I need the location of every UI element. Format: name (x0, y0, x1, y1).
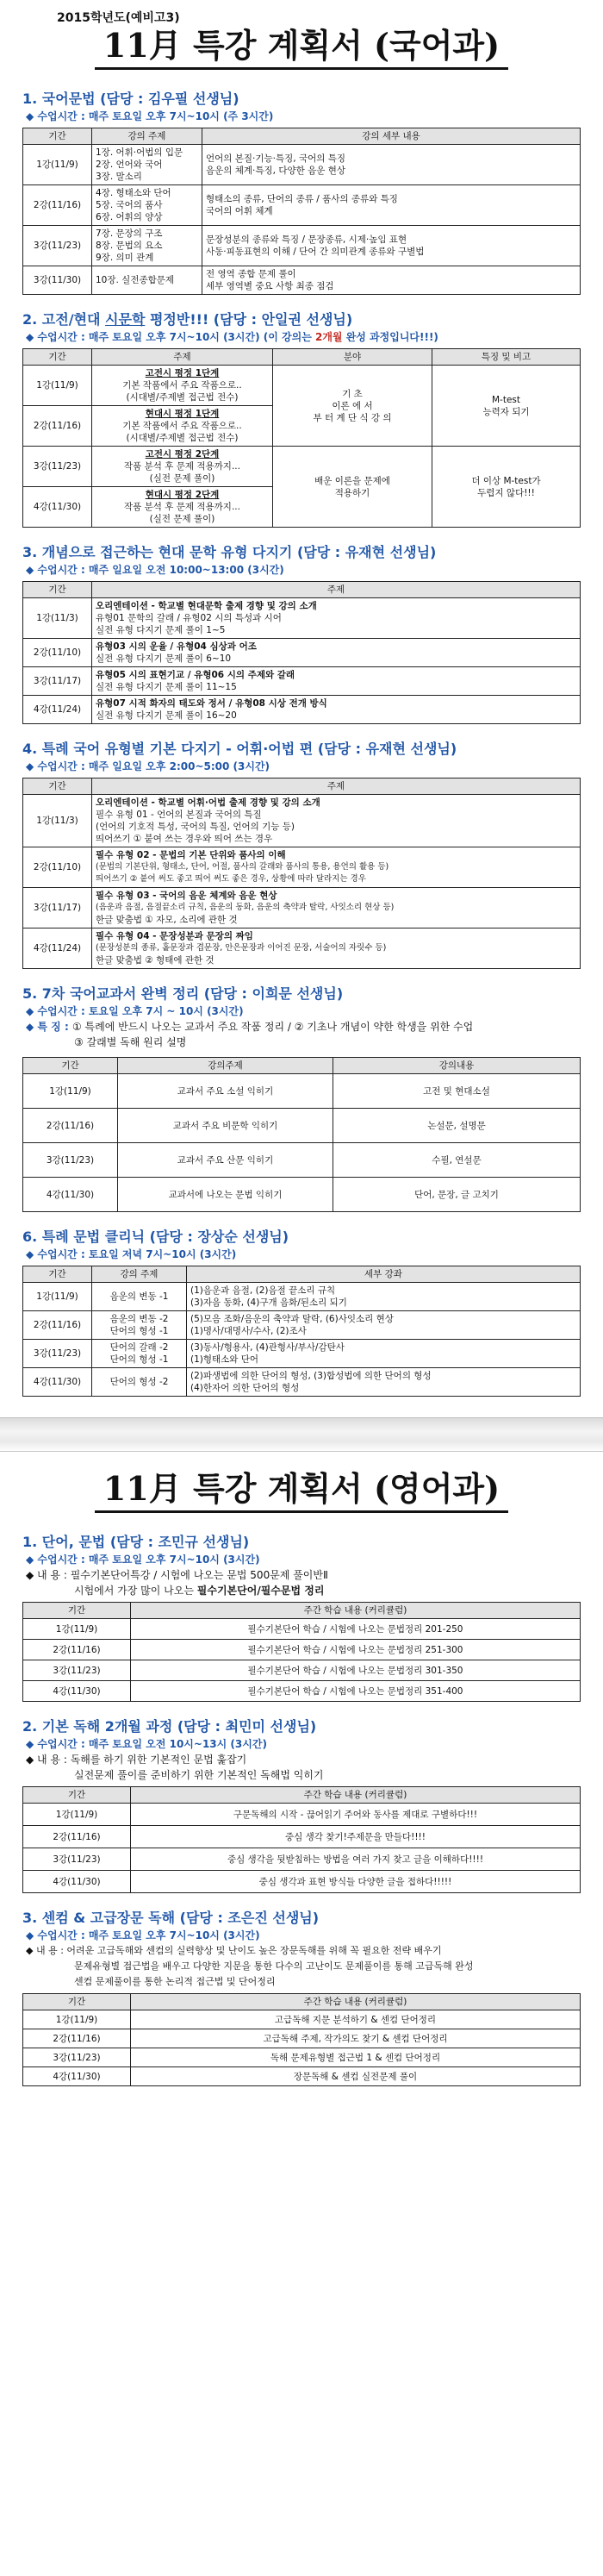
content-cell: 필수기본단어 학습 / 시험에 나오는 문법정리 251-300 (131, 1640, 581, 1660)
header-topic: 주제 (92, 582, 581, 598)
english-section-basic-reading (22, 1717, 581, 1893)
header-detail: 세부 강좌 (187, 1266, 581, 1283)
table-row (23, 1340, 581, 1368)
schedule-table (22, 1266, 581, 1397)
period-cell: 4강(11/24) (23, 928, 92, 969)
topic-cell: 1장. 어휘·어법의 입문 2장. 언어와 국어 3장. 말소리 (92, 145, 202, 185)
header-period: 기간 (23, 1994, 131, 2010)
period-cell: 1강(11/9) (23, 366, 92, 406)
table-row (23, 795, 581, 847)
table-row (23, 639, 581, 667)
features-continued: ③ 갈래별 독해 원리 설명 (74, 1036, 187, 1048)
period-cell: 4강(11/30) (23, 1681, 131, 1702)
header-topic: 강의주제 (118, 1058, 333, 1074)
class-time: ◆ 수업시간 : 매주 토요일 오후 7시~10시 (3시간) (26, 1929, 260, 1941)
content-cell: 고급독해 지문 분석하기 & 센컴 단어정리 (131, 2010, 581, 2029)
table-header-row (23, 582, 581, 598)
table-row (23, 266, 581, 295)
note-cell: 더 이상 M-test가 두렵지 않다!!! (432, 447, 581, 528)
content-cell: 중심 생각 찾기!주제문을 만들다!!!! (131, 1826, 581, 1848)
table-header-row (23, 778, 581, 795)
header-topic: 강의 주제 (92, 128, 202, 145)
period-cell: 1강(11/9) (23, 1074, 118, 1109)
korean-section-textbook (22, 985, 581, 1212)
field-cell: 배운 이론을 문제에 적용하기 (273, 447, 432, 528)
topic-cell: 교과서 주요 소설 익히기 (118, 1074, 333, 1109)
header-period: 기간 (23, 1266, 92, 1283)
section-title: 3. 센컴 & 고급장문 독해 (담당 : 조은진 선생님) (22, 1910, 320, 1926)
content-cell: 중심 생각을 뒷받침하는 방법을 여러 가지 찾고 글을 이해하다!!!! (131, 1848, 581, 1871)
table-header-row (23, 128, 581, 145)
korean-section-poetry (22, 310, 581, 528)
class-time: ◆ 수업시간 : 매주 토요일 오후 7시~10시 (3시간) (이 강의는 2개월 완성 과정입니다!!!) (26, 331, 438, 343)
class-time: ◆ 수업시간 : 매주 토요일 오후 7시~10시 (주 3시간) (26, 110, 274, 122)
content-cell: 중심 생각과 표현 방식들 다양한 글을 접하다!!!!! (131, 1871, 581, 1893)
table-row (23, 1681, 581, 1702)
table-header-row (23, 1994, 581, 2010)
content-line: ◆ 내 용 : 어려운 고급독해와 센컴의 실력향상 및 난이도 높은 장문독해를 위해 꼭 필요한 전략 배우기 (26, 1945, 442, 1956)
period-cell: 1강(11/3) (23, 795, 92, 847)
content-cell: 필수기본단어 학습 / 시험에 나오는 문법정리 201-250 (131, 1619, 581, 1640)
table-header-row (23, 1266, 581, 1283)
topic-cell: 현대시 평정 2단계 작품 분석 후 문제 적용까지... (실전 문제 풀이) (92, 487, 273, 528)
period-cell: 4강(11/30) (23, 2067, 131, 2086)
detail-cell: 언어의 본질·기능·특징, 국어의 특징 음운의 체계·특징, 다양한 음운 현상 (202, 145, 581, 185)
topic-cell: 교과서에 나오는 문법 익히기 (118, 1178, 333, 1212)
period-cell: 1강(11/9) (23, 145, 92, 185)
header-period: 기간 (23, 1603, 131, 1619)
period-cell: 1강(11/9) (23, 1804, 131, 1826)
english-plan-title: 11月 특강 계획서 (영어과) (95, 1467, 508, 1513)
korean-section-modern-literature (22, 543, 581, 724)
topic-cell: 4장. 형태소와 단어 5장. 국어의 품사 6장. 어휘의 양상 (92, 185, 202, 226)
header-topic: 주제 (92, 349, 273, 366)
section-title: 4. 특례 국어 유형별 기본 다지기 - 어휘·어법 편 (담당 : 유재현 선생님) (22, 741, 457, 757)
period-cell: 3강(11/23) (23, 226, 92, 266)
section-title: 2. 기본 독해 2개월 과정 (담당 : 최민미 선생님) (22, 1718, 317, 1735)
table-row (23, 366, 581, 406)
period-cell: 2강(11/16) (23, 1640, 131, 1660)
topic-cell: 음운의 변동 -2 단어의 형성 -1 (92, 1311, 187, 1340)
korean-plan-title: 11月 특강 계획서 (국어과) (95, 24, 508, 70)
header-period: 기간 (23, 1787, 131, 1804)
period-cell: 4강(11/30) (23, 1871, 131, 1893)
period-cell: 4강(11/30) (23, 487, 92, 528)
class-time: ◆ 수업시간 : 매주 토요일 오후 7시~10시 (3시간) (26, 1554, 260, 1566)
schedule-table (22, 778, 581, 969)
table-row (23, 1619, 581, 1640)
header-period: 기간 (23, 582, 92, 598)
table-header-row (23, 349, 581, 366)
detail-cell: 문장성분의 종류와 특징 / 문장종류, 시제·높임 표현 사동·피동표현의 이해 / 단어 간 의미관계 종류와 구별법 (202, 226, 581, 266)
topic-cell: 고전시 평정 1단계 기본 작품에서 주요 작품으로.. (시대별/주제별 접근법 전수) (92, 366, 273, 406)
section-title: 5. 7차 국어교과서 완벽 정리 (담당 : 이희문 선생님) (22, 985, 344, 1002)
header-period: 기간 (23, 349, 92, 366)
header-topic: 강의 주제 (92, 1266, 187, 1283)
period-cell: 1강(11/9) (23, 1283, 92, 1311)
topic-cell: 유형05 시의 표현기교 / 유형06 시의 주제와 갈래 실전 유형 다지기 문제 풀이 11~15 (92, 667, 581, 696)
period-cell: 2강(11/10) (23, 639, 92, 667)
topic-cell: 고전시 평정 2단계 작품 분석 후 문제 적용까지... (실전 문제 풀이) (92, 447, 273, 487)
content-line: 시험에서 가장 많이 나오는 필수기본단어/필수문법 정리 (74, 1585, 325, 1597)
class-time: ◆ 수업시간 : 매주 일요일 오전 10:00~13:00 (3시간) (26, 564, 284, 576)
section-title: 3. 개념으로 접근하는 현대 문학 유형 다지기 (담당 : 유재현 선생님) (22, 544, 437, 560)
section-title: 1. 단어, 문법 (담당 : 조민규 선생님) (22, 1534, 250, 1550)
header-content: 강의내용 (333, 1058, 581, 1074)
topic-cell: 필수 유형 02 - 문법의 기본 단위와 품사의 이해 (문법의 기본단위, 형태소, 단어, 어절, 품사의 갈래와 품사의 통용, 용언의 활용 등) 띄어쓰기 ② 붙여 써도 좋고 띄어 써도 좋은 경우, 상황에 따라 달라지는 경우 (92, 847, 581, 888)
table-header-row (23, 1787, 581, 1804)
topic-cell: 7장. 문장의 구조 8장. 문법의 요소 9장. 의미 관계 (92, 226, 202, 266)
topic-cell: 10장. 실전종합문제 (92, 266, 202, 295)
detail-cell: (1)음운과 음절, (2)음절 끝소리 규칙 (3)자음 동화, (4)구개 음화/된소리 되기 (187, 1283, 581, 1311)
detail-cell: (2)파생법에 의한 단어의 형성, (3)합성법에 의한 단어의 형성 (4)한자어 의한 단어의 형성 (187, 1368, 581, 1397)
detail-cell: 형태소의 종류, 단어의 종류 / 품사의 종류와 특징 국어의 어휘 체계 (202, 185, 581, 226)
table-row (23, 1143, 581, 1178)
table-row (23, 185, 581, 226)
table-row (23, 928, 581, 969)
header-content: 주간 학습 내용 (커리큘럼) (131, 1787, 581, 1804)
content-cell: 단어, 문장, 글 고치기 (333, 1178, 581, 1212)
section-title: 6. 특례 문법 클리닉 (담당 : 장상순 선생님) (22, 1229, 289, 1245)
detail-cell: (5)모음 조화/음운의 축약과 탈락, (6)사잇소리 현상 (1)명사/대명사/수사, (2)조사 (187, 1311, 581, 1340)
topic-cell: 오리엔테이션 - 학교별 어휘·어법 출제 경향 및 강의 소개 필수 유형 01 - 언어의 본질과 국어의 특질 (언어의 기호적 특성, 국어의 특질, 언어의 기능 등) 띄어쓰기 ① 붙여 쓰는 경우와 띄어 쓰는 경우 (92, 795, 581, 847)
content-cell: 장문독해 & 센컴 실전문제 풀이 (131, 2067, 581, 2086)
table-row (23, 2010, 581, 2029)
detail-cell: (3)동사/형용사, (4)관형사/부사/감탄사 (1)형태소와 단어 (187, 1340, 581, 1368)
header-period: 기간 (23, 128, 92, 145)
page-divider (0, 1417, 603, 1452)
period-cell: 4강(11/30) (23, 1368, 92, 1397)
period-cell: 2강(11/16) (23, 2029, 131, 2048)
period-cell: 3강(11/23) (23, 2048, 131, 2067)
period-cell: 2강(11/16) (23, 185, 92, 226)
table-row (23, 1871, 581, 1893)
topic-cell: 음운의 변동 -1 (92, 1283, 187, 1311)
period-cell: 3강(11/30) (23, 266, 92, 295)
topic-cell: 단어의 갈래 -2 단어의 형성 -1 (92, 1340, 187, 1368)
class-time: ◆ 수업시간 : 토요일 오후 7시 ~ 10시 (3시간) (26, 1005, 244, 1017)
features: ◆ 특 징 : ① 특례에 반드시 나오는 교과서 주요 작품 정리 / ② 기초나 개념이 약한 학생을 위한 수업 (26, 1021, 474, 1033)
header-note: 특징 및 비고 (432, 349, 581, 366)
table-row (23, 1074, 581, 1109)
table-row (23, 1178, 581, 1212)
table-row (23, 226, 581, 266)
header-field: 분야 (273, 349, 432, 366)
table-row (23, 2067, 581, 2086)
period-cell: 2강(11/10) (23, 847, 92, 888)
section-title: 1. 국어문법 (담당 : 김우필 선생님) (22, 91, 239, 107)
table-row (23, 696, 581, 724)
class-time: ◆ 수업시간 : 매주 일요일 오후 2:00~5:00 (3시간) (26, 760, 270, 772)
table-row (23, 667, 581, 696)
table-row (23, 598, 581, 639)
schedule-table (22, 1057, 581, 1212)
topic-cell: 현대시 평정 1단계 기본 작품에서 주요 작품으로.. (시대별/주제별 접근법 전수) (92, 406, 273, 447)
topic-cell: 오리엔테이션 - 학교별 현대문학 출제 경향 및 강의 소개 유형01 문학의 갈래 / 유형02 시의 특성과 시어 실전 유형 다지기 문제 풀이 1~5 (92, 598, 581, 639)
period-cell: 4강(11/24) (23, 696, 92, 724)
content-cell: 수필, 연설문 (333, 1143, 581, 1178)
table-row (23, 145, 581, 185)
period-cell: 2강(11/16) (23, 1826, 131, 1848)
schedule-table (22, 1993, 581, 2086)
header-content: 주간 학습 내용 (커리큘럼) (131, 1994, 581, 2010)
content-cell: 필수기본단어 학습 / 시험에 나오는 문법정리 351-400 (131, 1681, 581, 1702)
period-cell: 2강(11/16) (23, 406, 92, 447)
period-cell: 3강(11/23) (23, 1143, 118, 1178)
period-cell: 1강(11/9) (23, 2010, 131, 2029)
table-row (23, 1311, 581, 1340)
table-header-row (23, 1058, 581, 1074)
period-cell: 2강(11/16) (23, 1109, 118, 1143)
table-row (23, 1640, 581, 1660)
topic-cell: 유형03 시의 운율 / 유형04 심상과 어조 실전 유형 다지기 문제 풀이 6~10 (92, 639, 581, 667)
schedule-table (22, 581, 581, 724)
table-header-row (23, 1603, 581, 1619)
content-line: 실전문제 풀이를 준비하기 위한 기본적인 독해법 익히기 (74, 1769, 324, 1781)
schedule-table (22, 1786, 581, 1893)
section-title: 2. 고전/현대 시문학 평정반!!! (담당 : 안일권 선생님) (22, 311, 353, 328)
period-cell: 3강(11/23) (23, 1660, 131, 1681)
content-cell: 구문독해의 시작 - 끊어읽기 주어와 동사를 제대로 구별하다!!! (131, 1804, 581, 1826)
period-cell: 3강(11/23) (23, 1340, 92, 1368)
note-cell: M-test 능력자 되기 (432, 366, 581, 447)
table-row (23, 2048, 581, 2067)
content-cell: 고급독해 주제, 작가의도 찾기 & 센컴 단어정리 (131, 2029, 581, 2048)
period-cell: 3강(11/17) (23, 667, 92, 696)
table-row (23, 1848, 581, 1871)
period-cell: 3강(11/23) (23, 447, 92, 487)
topic-cell: 필수 유형 04 - 문장성분과 문장의 짜임 (문장성분의 종류, 홑문장과 겹문장, 안은문장과 이어진 문장, 서술어의 자릿수 등) 한글 맞춤법 ② 형태에 관한 것 (92, 928, 581, 969)
topic-cell: 교과서 주요 비문학 익히기 (118, 1109, 333, 1143)
field-cell: 기 초 이론 에 서 부 터 계 단 식 강 의 (273, 366, 432, 447)
content-line: ◆ 내 용 : 필수기본단어특강 / 시험에 나오는 문법 500문제 풀이반Ⅱ (26, 1569, 328, 1581)
schedule-table (22, 1602, 581, 1702)
schedule-table (22, 348, 581, 528)
detail-cell: 전 영역 종합 문제 풀이 세부 영역별 중요 사항 최종 점검 (202, 266, 581, 295)
content-cell: 필수기본단어 학습 / 시험에 나오는 문법정리 301-350 (131, 1660, 581, 1681)
content-line: 센컴 문제풀이를 통한 논리적 접근법 및 단어정리 (74, 1976, 276, 1987)
content-line: 문제유형별 접근법을 배우고 다양한 지문을 통한 다수의 고난이도 문제풀이를 통해 고급독해 완성 (74, 1960, 474, 1972)
english-section-advanced-reading (22, 1909, 581, 2086)
school-year-label: 2015학년도(예비고3) (57, 11, 180, 25)
topic-cell: 유형07 시적 화자의 태도와 정서 / 유형08 시상 전개 방식 실전 유형 다지기 문제 풀이 16~20 (92, 696, 581, 724)
english-title-wrap (22, 1467, 581, 1517)
korean-section-grammar (22, 90, 581, 295)
content-line: ◆ 내 용 : 독해를 하기 위한 기본적인 문법 훑잡기 (26, 1754, 247, 1766)
period-cell: 1강(11/9) (23, 1619, 131, 1640)
english-section-vocab-grammar (22, 1533, 581, 1702)
english-document (0, 1467, 603, 2086)
table-row (23, 1826, 581, 1848)
topic-cell: 필수 유형 03 - 국어의 음운 체계와 음운 현상 (음운과 음절, 음절끝소리 규칙, 음운의 동화, 음운의 축약과 탈락, 사잇소리 현상 등) 한글 맞춤법 ① 자모, 소리에 관한 것 (92, 888, 581, 928)
period-cell: 2강(11/16) (23, 1311, 92, 1340)
header-period: 기간 (23, 778, 92, 795)
header-topic: 주제 (92, 778, 581, 795)
table-row (23, 847, 581, 888)
topic-cell: 교과서 주요 산문 익히기 (118, 1143, 333, 1178)
table-row (23, 2029, 581, 2048)
content-cell: 독해 문제유형별 접근법 1 & 센컴 단어정리 (131, 2048, 581, 2067)
class-time: ◆ 수업시간 : 토요일 저녁 7시~10시 (3시간) (26, 1248, 237, 1260)
table-row (23, 1660, 581, 1681)
topic-cell: 단어의 형성 -2 (92, 1368, 187, 1397)
table-row (23, 1109, 581, 1143)
table-row (23, 1804, 581, 1826)
table-row (23, 447, 581, 487)
header-period: 기간 (23, 1058, 118, 1074)
korean-section-vocab-grammar (22, 740, 581, 969)
korean-title-wrap (22, 24, 581, 74)
table-row (23, 1368, 581, 1397)
table-row (23, 888, 581, 928)
period-cell: 3강(11/23) (23, 1848, 131, 1871)
content-cell: 논설문, 설명문 (333, 1109, 581, 1143)
period-cell: 4강(11/30) (23, 1178, 118, 1212)
class-time: ◆ 수업시간 : 매주 토요일 오전 10시~13시 (3시간) (26, 1738, 267, 1750)
korean-section-grammar-clinic (22, 1228, 581, 1397)
period-cell: 3강(11/17) (23, 888, 92, 928)
header-detail: 강의 세부 내용 (202, 128, 581, 145)
period-cell: 1강(11/3) (23, 598, 92, 639)
content-cell: 고전 및 현대소설 (333, 1074, 581, 1109)
header-content: 주간 학습 내용 (커리큘럼) (131, 1603, 581, 1619)
table-row (23, 1283, 581, 1311)
schedule-table (22, 128, 581, 295)
